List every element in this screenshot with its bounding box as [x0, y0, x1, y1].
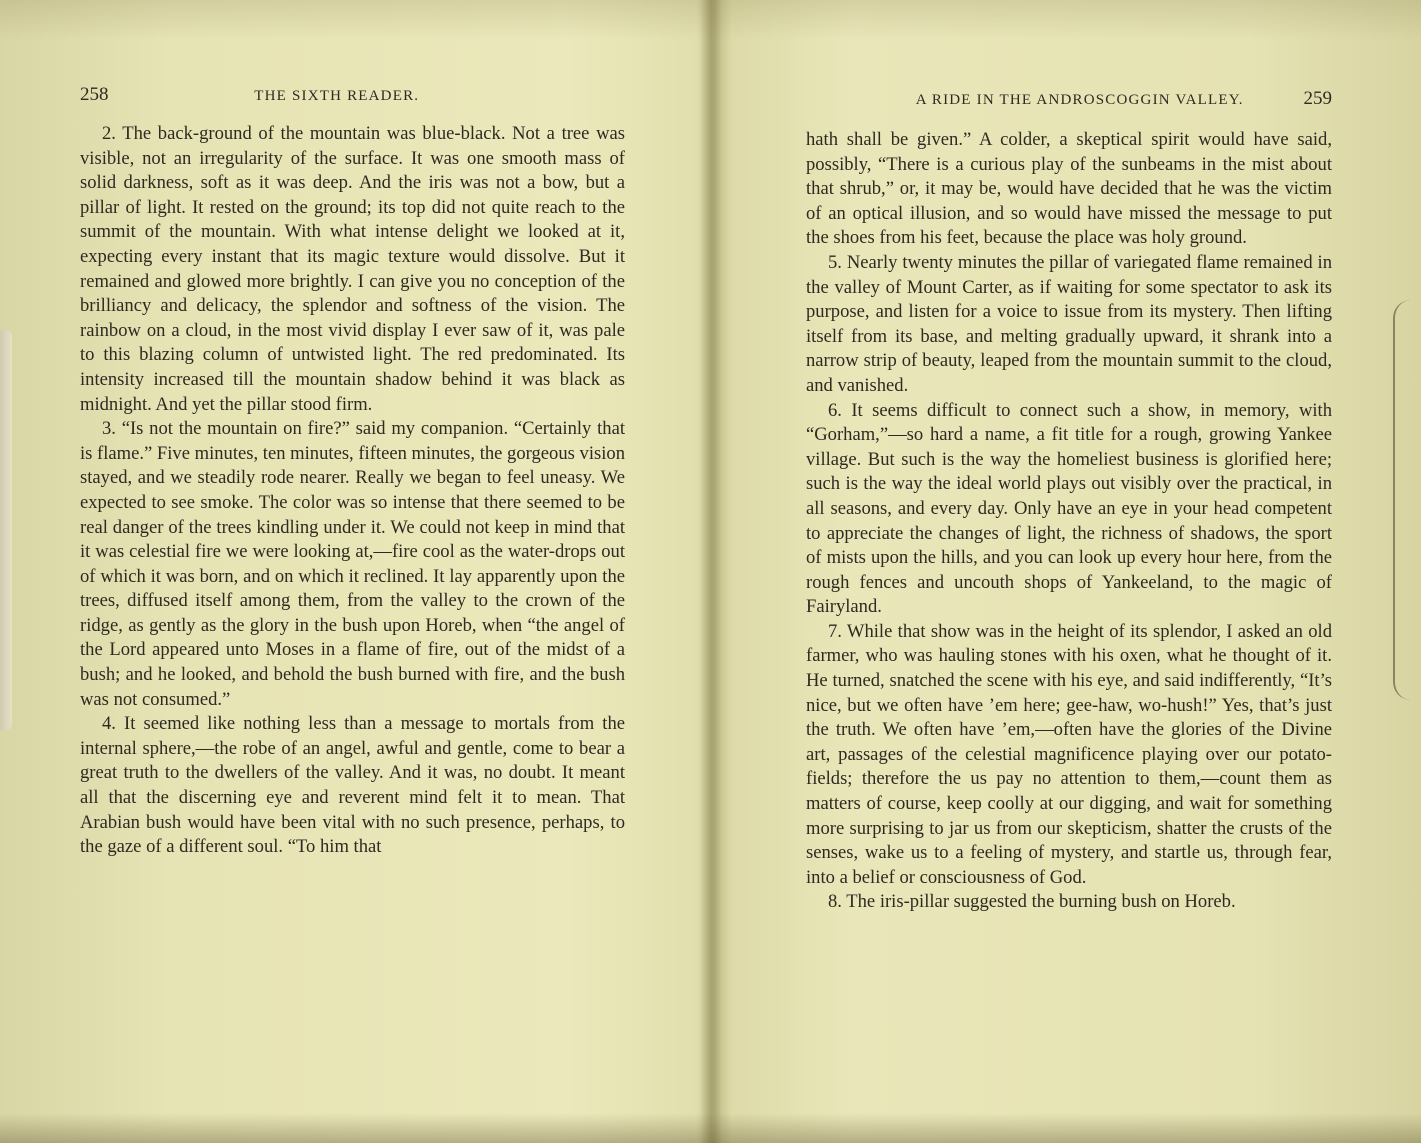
book-gutter [700, 0, 722, 1143]
page-number: 258 [80, 84, 109, 105]
right-page-header [806, 88, 1332, 122]
right-page [806, 88, 1332, 915]
left-page-edge [0, 330, 12, 730]
paragraph-6: 6. It seems difficult to connect such a show, in memory, with “Gorham,”—so hard a name, a fit title for a rough, growing Yankee village. But such is the way the homeliest business is glorified here; such is the way the ideal world plays out visibly over the practical, in all seasons, and every day. Only have an eye in your head competent to appreciate the changes of light, the richness of shadows, the sport of mists upon the hills, and you can look up every hour here, from the rough fences and uncouth shops of Yankeeland, to the magic of Fairyland. [806, 399, 1332, 618]
paragraph-5: 5. Nearly twenty minutes the pillar of variegated flame remained in the valley of Mount Carter, as if waiting for some spectator to ask its purpose, and listen for a voice to issue from its mystery. Then lifting itself from its base, and melting gradually upward, it shrank into a narrow strip of beauty, leaped from the mountain summit to the cloud, and vanished. [806, 251, 1332, 396]
paragraph-8: 8. The iris-pillar suggested the burning bush on Horeb. [828, 891, 1236, 913]
running-head: THE SIXTH READER. [254, 88, 420, 104]
paragraph-4: 4. It seemed like nothing less than a message to mortals from the internal sphere,—the robe of an angel, awful and gentle, come to bear a great truth to the dwellers of the valley. And it was, no doubt. It meant all that the discerning eye and reverent mind felt it to mean. That Arabian bush would have been vital with no such presence, perhaps, to the gaze of a different soul. “To him that [80, 713, 625, 858]
paragraph-7: 7. While that show was in the height of its splendor, I asked an old farmer, who was hauling stones with his oxen, what he thought of it. He turned, snatched the scene with his eye, and said indifferently, “It’s nice, but we often have ’em here; gee-haw, wo-hush!” Yes, that’s just the truth. We often have ’em,—often have the glories of the Divine art, passages of the celestial magnificence playing over our potato-fields; therefore the us pay no attention to them,—count them as matters of course, keep coolly at our digging, and wait for something more surprising to jar us from our skepticism, shatter the crusts of the senses, wake us to a feeling of mystery, and startle us, through fear, into a belief or consciousness of God. [806, 620, 1332, 888]
paragraph-3: 3. “Is not the mountain on fire?” said my companion. “Certainly that is flame.” Five minutes, ten minutes, fifteen minutes, the gorgeous vision stayed, and we steadily rode nearer. Really we began to feel uneasy. We expected to see smoke. The color was so intense that there seemed to be real danger of the trees kindling under it. We could not keep in mind that it was celestial fire we were looking at,—fire cool as the water-drops out of which it was born, and on which it reclined. It lay apparently upon the trees, diffused itself among them, from the valley to the crown of the ridge, as gently as the glory in the bush upon Horeb, when “the angel of the Lord appeared unto Moses in a flame of fire, out of the midst of a bush; and he looked, and behold the bush burned with fire, and the bush was not consumed.” [80, 418, 625, 710]
running-head: A RIDE IN THE ANDROSCOGGIN VALLEY. [915, 92, 1244, 108]
right-page-edge [1393, 300, 1421, 700]
left-page-header [80, 84, 625, 118]
left-page [80, 84, 625, 860]
left-page-body [80, 122, 625, 860]
right-page-body [806, 128, 1332, 915]
paragraph-2: 2. The back-ground of the mountain was blue-black. Not a tree was visible, not an irregularity of the surface. It was one smooth mass of solid darkness, soft as it was deep. And the iris was not a bow, but a pillar of light. It rested on the ground; its top did not quite reach to the summit of the mountain. With what intense delight we looked at it, expecting every instant that its magic texture would dissolve. But it remained and glowed more brightly. I can give you no conception of the brilliancy and delicacy, the splendor and softness of the vision. The rainbow on a cloud, in the most vivid display I ever saw of it, was pale to this blazing column of untwisted light. The red predominated. Its intensity increased till the mountain shadow behind it was black as midnight. And yet the pillar stood firm. [80, 123, 625, 415]
bottom-shadow [0, 1113, 1421, 1143]
page-number: 259 [1303, 88, 1332, 109]
paragraph-continuation: hath shall be given.” A colder, a skeptical spirit would have said, possibly, “There is a curious play of the sunbeams in the mist about that shrub,” or, it may be, would have decided that he was the victim of an optical illusion, and so would have missed the message to put the shoes from his feet, because the place was holy ground. [806, 129, 1332, 249]
